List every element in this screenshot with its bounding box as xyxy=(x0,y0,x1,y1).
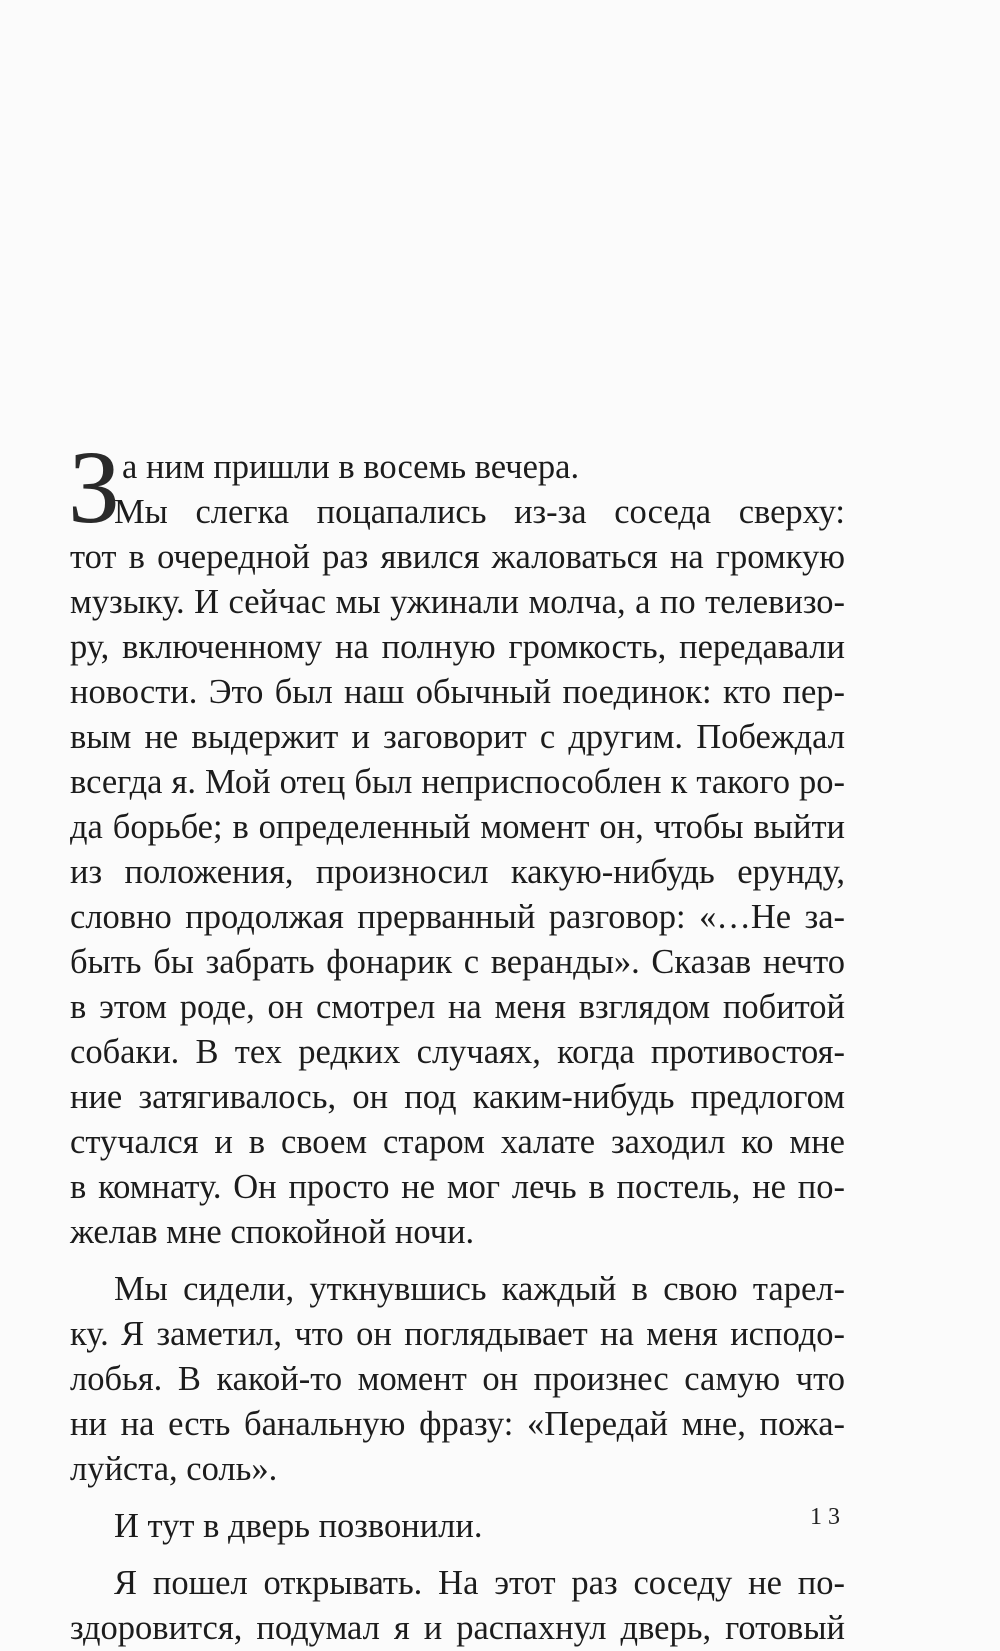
text-line: здоровится, подумал я и распахнул дверь, готовый xyxy=(70,1609,845,1647)
text-line: собаки. В тех редких случаях, когда противостоя- xyxy=(70,1033,845,1071)
text-line: луйста, соль». xyxy=(70,1450,278,1488)
text-line: стучался и в своем старом халате заходил ко мне xyxy=(70,1123,845,1161)
text-line: желав мне спокойной ночи. xyxy=(70,1213,475,1251)
text-line: Мы сидели, уткнувшись каждый в свою тарел- xyxy=(114,1270,845,1308)
text-line: ру, включенному на полную громкость, передавали xyxy=(70,628,845,666)
body-text xyxy=(68,430,845,1651)
text-line: лобья. В какой-то момент он произнес самую что xyxy=(70,1360,845,1398)
text-line: ние затягивалось, он под каким-нибудь предлогом xyxy=(70,1078,845,1116)
text-line: в комнату. Он просто не мог лечь в постель, не по- xyxy=(70,1168,845,1206)
page-number: 13 xyxy=(810,1504,846,1530)
text-line: вым не выдержит и заговорит с другим. Побеждал xyxy=(70,718,845,756)
text-line: И тут в дверь позвонили. xyxy=(114,1507,483,1545)
text-line: Мы слегка поцапались из-за соседа сверху: xyxy=(114,493,845,531)
text-line: ни на есть банальную фразу: «Передай мне, пожа- xyxy=(70,1405,845,1443)
text-line: да борьбе; в определенный момент он, чтобы выйти xyxy=(70,808,845,846)
text-line: в этом роде, он смотрел на меня взглядом побитой xyxy=(70,988,845,1026)
text-line: ку. Я заметил, что он поглядывает на меня исподо- xyxy=(70,1315,845,1353)
text-line: всегда я. Мой отец был неприспособлен к такого ро- xyxy=(70,763,845,801)
text-line: словно продолжая прерванный разговор: «…Не за- xyxy=(70,898,845,936)
text-line: тот в очередной раз явился жаловаться на громкую xyxy=(70,538,845,576)
text-line: Я пошел открывать. На этот раз соседу не по- xyxy=(114,1564,845,1602)
drop-cap: З xyxy=(68,430,121,545)
text-line: музыку. И сейчас мы ужинали молча, а по телевизо- xyxy=(70,583,845,621)
first-line: а ним пришли в восемь вечера. xyxy=(122,448,580,486)
text-line: из положения, произносил какую-нибудь ерунду, xyxy=(70,853,845,891)
text-line: новости. Это был наш обычный поединок: кто пер- xyxy=(70,673,845,711)
text-line: быть бы забрать фонарик с веранды». Сказав нечто xyxy=(70,943,845,981)
